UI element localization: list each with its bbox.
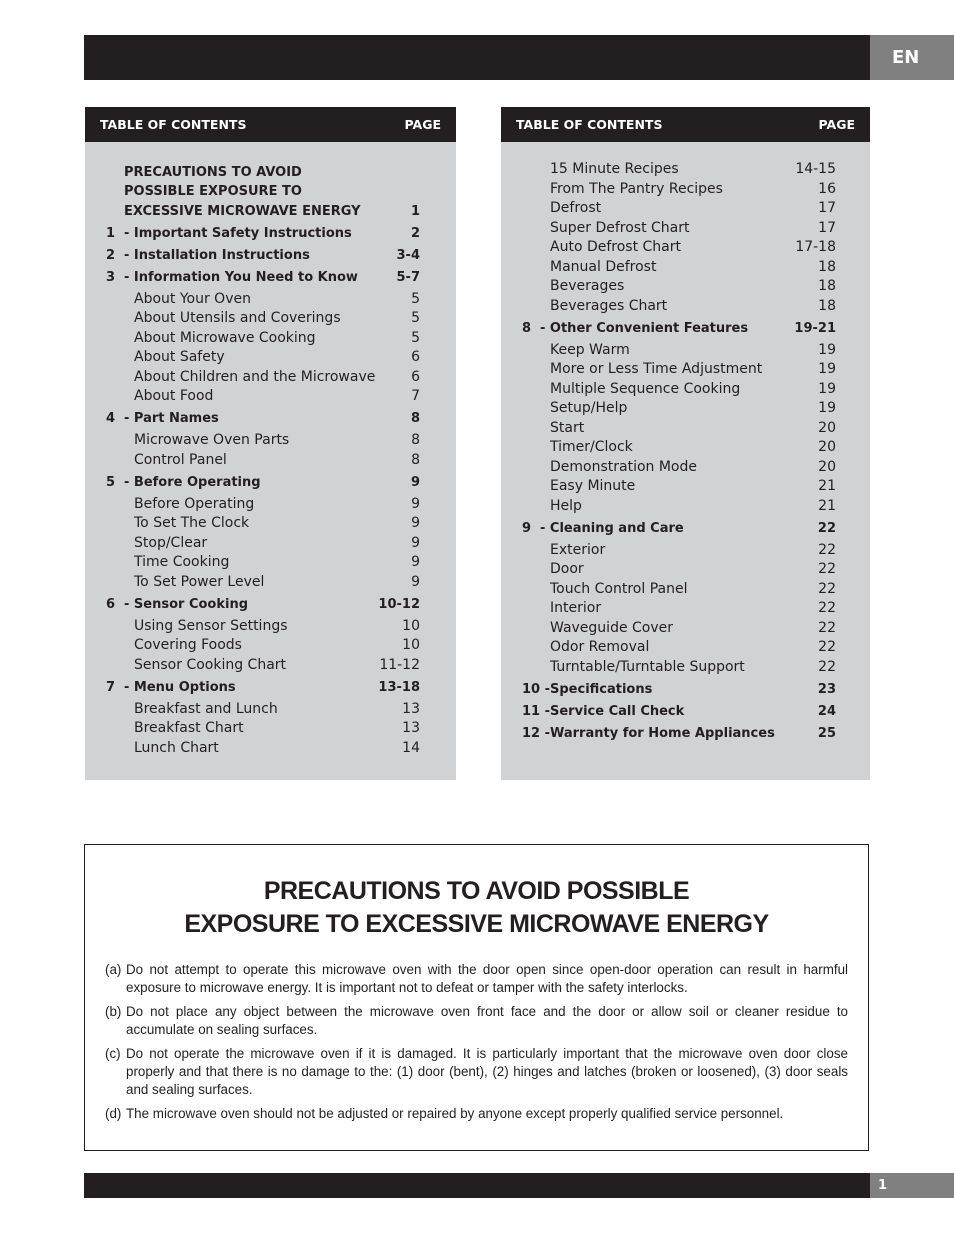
toc-entry-title: Manual Defrost [550,258,657,275]
precaution-item [105,1003,848,1039]
toc-entry-title: Before Operating [134,495,255,512]
toc-intro-line [85,163,456,183]
toc-entry-page: 7 [411,388,420,404]
toc-entry-title: Door [550,561,584,577]
toc-entry-page: 6 [411,368,420,385]
toc-entry-title: Multiple Sequence Cooking [550,380,741,397]
toc-subsection-row [501,619,870,639]
toc-entry-page: 8 [410,411,420,426]
toc-subsection-row [85,573,456,593]
toc-entry-title: Microwave Oven Parts [134,432,290,448]
toc-entry-page: 6 [411,349,420,365]
toc-entry-title: - Installation Instructions [124,247,310,263]
toc-heading: TABLE OF CONTENTS [100,117,247,132]
toc-subsection-row [85,431,456,451]
toc-section-number: 3 [106,269,116,285]
toc-section-row [501,519,870,539]
toc-entry-title: - Sensor Cooking [124,596,249,612]
toc-subsection-row [501,497,870,517]
toc-entry-title: Using Sensor Settings [134,617,288,634]
toc-entry-title: - Before Operating [124,474,261,490]
toc-subsection-row [501,419,870,439]
toc-entry-page: 5-7 [396,269,420,285]
toc-subsection-row [501,219,870,239]
toc-section-number: 6 [106,596,116,612]
toc-subsection-row [85,329,456,349]
toc-entry-title: Setup/Help [550,400,628,416]
toc-subsection-row [501,560,870,580]
precaution-text: The microwave oven should not be adjusted or repaired by anyone except properly qualified service personnel. [126,1106,784,1121]
toc-entry-page: 10-12 [378,596,420,612]
precaution-text: Do not attempt to operate this microwave oven with the door open since open-door operation can result in harmful exposure to microwave energy. It is important not to defeat or tamper with the safety interlocks. [126,962,848,995]
toc-entry-title: From The Pantry Recipes [550,180,723,197]
precaution-text: Do not place any object between the microwave oven front face and the door or allow soil or cleaner residue to accumulate on sealing surfaces. [126,1004,848,1037]
toc-entry-title: - Information You Need to Know [124,269,358,285]
precaution-label: (d) [105,1106,122,1121]
toc-entry-page: 19-21 [794,320,836,336]
toc-entry-title: Service Call Check [550,703,685,719]
toc-entry-page: 17 [818,200,836,216]
toc-entry-title: Exterior [550,541,606,558]
toc-subsection-row [85,617,456,637]
toc-section-number: 8 [522,320,532,336]
precaution-label: (a) [105,962,122,977]
toc-subsection-row [85,553,456,573]
toc-entry-page: 20 [818,419,836,436]
toc-entry-page: 9 [410,474,420,490]
toc-heading: TABLE OF CONTENTS [516,117,663,132]
toc-entry-title: Auto Defrost Chart [550,239,681,255]
toc-entry-page: 20 [818,439,836,455]
precaution-item [105,961,848,997]
toc-entry-page: 19 [818,361,836,377]
toc-subsection-row [501,180,870,200]
toc-subsection-row [501,258,870,278]
toc-subsection-row [501,277,870,297]
toc-section-row [85,224,456,244]
toc-entry-page: 14-15 [795,161,836,177]
toc-intro-line [85,182,456,202]
precaution-item [105,1105,848,1123]
toc-entry-page: 21 [818,497,836,514]
toc-entry-title: About Your Oven [134,290,251,307]
toc-entry-page: 5 [411,310,420,326]
toc-section-number: 10 - [522,681,551,697]
precautions-title-line: EXPOSURE TO EXCESSIVE MICROWAVE ENERGY [184,910,769,938]
toc-subsection-row [85,700,456,720]
toc-entry-title: To Set The Clock [134,515,250,531]
toc-entry-title: - Cleaning and Care [540,520,684,536]
toc-entry-page: 13 [402,700,420,717]
toc-intro-line [85,202,456,222]
toc-subsection-row [85,514,456,534]
footer-bar [84,1173,870,1198]
toc-entry-title: About Food [134,388,214,404]
toc-entry-page: 22 [818,658,836,675]
toc-entry-title: Keep Warm [550,341,630,358]
toc-subsection-row [501,160,870,180]
toc-entry-page: 2 [410,225,420,241]
toc-entry-page: 18 [818,258,836,275]
toc-entry-page: 18 [818,278,836,294]
toc-entry-page: 13-18 [378,679,420,695]
toc-entry-page: 19 [818,400,836,416]
toc-subsection-row [85,739,456,759]
toc-entry-page: 16 [818,180,836,197]
toc-section-number: 1 [106,225,116,241]
toc-entry-page: 22 [818,619,836,636]
toc-entry-title: Warranty for Home Appliances [550,725,775,741]
toc-entry-page: 9 [411,554,420,570]
toc-header [501,107,870,142]
toc-entry-title: 15 Minute Recipes [550,161,679,177]
precautions-box [84,844,869,1151]
toc-subsection-row [85,656,456,676]
toc-entry-title: Sensor Cooking Chart [134,656,287,673]
toc-entry-title: To Set Power Level [134,573,265,590]
toc-panel-right [501,107,870,780]
toc-entry-title: More or Less Time Adjustment [550,361,763,377]
toc-entry-page: 19 [818,341,836,358]
toc-entry-page: 14 [402,739,420,756]
toc-page-heading: PAGE [818,117,855,132]
toc-subsection-row [501,599,870,619]
toc-subsection-row [501,238,870,258]
toc-panel-left [85,107,456,780]
toc-entry-title: Touch Control Panel [550,580,688,597]
toc-subsection-row [501,297,870,317]
toc-entry-title: Timer/Clock [550,439,633,455]
toc-entry-page: 22 [817,520,836,536]
toc-entry-title: - Menu Options [124,679,236,695]
toc-entry-title: Turntable/Turntable Support [550,658,745,675]
toc-entry-page: 21 [818,478,836,494]
toc-entry-page: 23 [817,681,836,697]
toc-entry-page: 22 [818,639,836,655]
toc-entry-title: Start [550,419,585,436]
toc-section-number: 9 [522,520,532,536]
toc-entry-title: Odor Removal [550,639,650,655]
language-tab: EN [870,35,954,80]
toc-entry-title: Defrost [550,200,602,216]
toc-entry-page: 13 [402,720,420,736]
toc-entry-page: 24 [817,703,836,719]
toc-entry-title: Time Cooking [134,554,230,570]
toc-subsection-row [85,534,456,554]
toc-section-row [85,473,456,493]
toc-entry-title: - Important Safety Instructions [124,225,352,241]
toc-subsection-row [85,636,456,656]
toc-intro-text: PRECAUTIONS TO AVOID [124,164,302,180]
toc-entries [85,142,456,758]
toc-section-number: 4 [106,411,116,426]
toc-entry-title: About Children and the Microwave [134,368,376,385]
toc-intro-page: 1 [410,203,420,219]
toc-entry-page: 20 [818,458,836,475]
toc-entry-page: 22 [818,600,836,616]
toc-entry-title: About Safety [134,349,225,365]
toc-subsection-row [85,348,456,368]
toc-entry-page: 9 [411,573,420,590]
toc-subsection-row [501,341,870,361]
toc-section-row [85,268,456,288]
toc-entry-title: Stop/Clear [134,534,208,551]
toc-entry-title: - Other Convenient Features [540,320,749,336]
toc-subsection-row [85,309,456,329]
toc-section-row [85,678,456,698]
toc-subsection-row [85,368,456,388]
toc-entries [501,142,870,743]
toc-intro-text: POSSIBLE EXPOSURE TO [124,184,302,199]
toc-section-row [501,724,870,744]
toc-subsection-row [85,387,456,407]
toc-subsection-row [501,199,870,219]
toc-section-number: 2 [106,247,116,263]
toc-intro-text: EXCESSIVE MICROWAVE ENERGY [124,203,361,219]
toc-subsection-row [501,360,870,380]
toc-entry-title: Easy Minute [550,478,636,494]
toc-entry-title: Lunch Chart [134,739,219,756]
toc-subsection-row [501,458,870,478]
page-number: 1 [870,1173,954,1198]
toc-entry-page: 9 [411,534,420,551]
toc-entry-title: Specifications [550,681,653,697]
toc-subsection-row [501,399,870,419]
toc-entry-page: 10 [402,617,420,634]
toc-entry-page: 11-12 [379,656,420,673]
header-bar [84,35,870,80]
toc-subsection-row [501,658,870,678]
toc-entry-page: 3-4 [396,247,420,263]
toc-entry-page: 5 [411,329,420,346]
toc-entry-title: Breakfast Chart [134,720,244,736]
toc-section-number: 11 - [522,703,551,719]
toc-subsection-row [501,541,870,561]
toc-entry-page: 19 [818,380,836,397]
precautions-title [85,875,868,941]
toc-entry-page: 10 [402,637,420,653]
toc-section-row [85,409,456,429]
toc-entry-title: About Utensils and Coverings [134,310,341,326]
toc-entry-title: Covering Foods [134,637,242,653]
toc-header [85,107,456,142]
toc-entry-title: Help [550,497,582,514]
toc-entry-page: 22 [818,561,836,577]
toc-entry-title: Interior [550,600,602,616]
precaution-item [105,1045,848,1099]
precautions-title-line: PRECAUTIONS TO AVOID POSSIBLE [263,877,690,905]
toc-subsection-row [85,451,456,471]
toc-entry-page: 9 [411,495,420,512]
toc-entry-title: About Microwave Cooking [134,329,316,346]
toc-section-row [85,246,456,266]
toc-entry-title: Breakfast and Lunch [134,700,278,717]
precaution-label: (b) [105,1004,122,1019]
toc-section-row [85,595,456,615]
toc-subsection-row [501,477,870,497]
toc-entry-page: 5 [411,290,420,307]
toc-entry-page: 17-18 [795,239,836,255]
toc-section-row [501,319,870,339]
toc-section-number: 12 - [522,725,551,741]
toc-entry-page: 8 [411,451,420,468]
toc-entry-title: Beverages Chart [550,297,668,314]
toc-entry-title: - Part Names [124,411,219,426]
toc-subsection-row [85,495,456,515]
toc-section-number: 5 [106,474,116,490]
toc-entry-page: 22 [818,580,836,597]
toc-entry-page: 22 [818,541,836,558]
toc-entry-title: Demonstration Mode [550,458,697,475]
toc-subsection-row [501,438,870,458]
toc-entry-page: 18 [818,297,836,314]
toc-entry-page: 17 [818,219,836,236]
precautions-list [105,961,848,1123]
toc-entry-title: Waveguide Cover [550,619,674,636]
toc-subsection-row [501,638,870,658]
toc-page-heading: PAGE [404,117,441,132]
toc-subsection-row [501,380,870,400]
toc-section-number: 7 [106,679,116,695]
toc-subsection-row [85,719,456,739]
toc-subsection-row [501,580,870,600]
toc-subsection-row [85,290,456,310]
toc-entry-title: Control Panel [134,451,227,468]
toc-section-row [501,680,870,700]
precaution-label: (c) [105,1046,121,1061]
precaution-text: Do not operate the microwave oven if it is damaged. It is particularly important that the microwave oven door close properly and that there is no damage to the: (1) door (bent), (2) hinges and latches (broken or loosened), (3) door seals and sealing surfaces. [126,1046,848,1097]
toc-entry-title: Super Defrost Chart [550,219,690,236]
toc-entry-page: 8 [411,432,420,448]
toc-entry-title: Beverages [550,278,625,294]
toc-entry-page: 9 [411,515,420,531]
toc-entry-page: 25 [817,725,836,741]
toc-section-row [501,702,870,722]
